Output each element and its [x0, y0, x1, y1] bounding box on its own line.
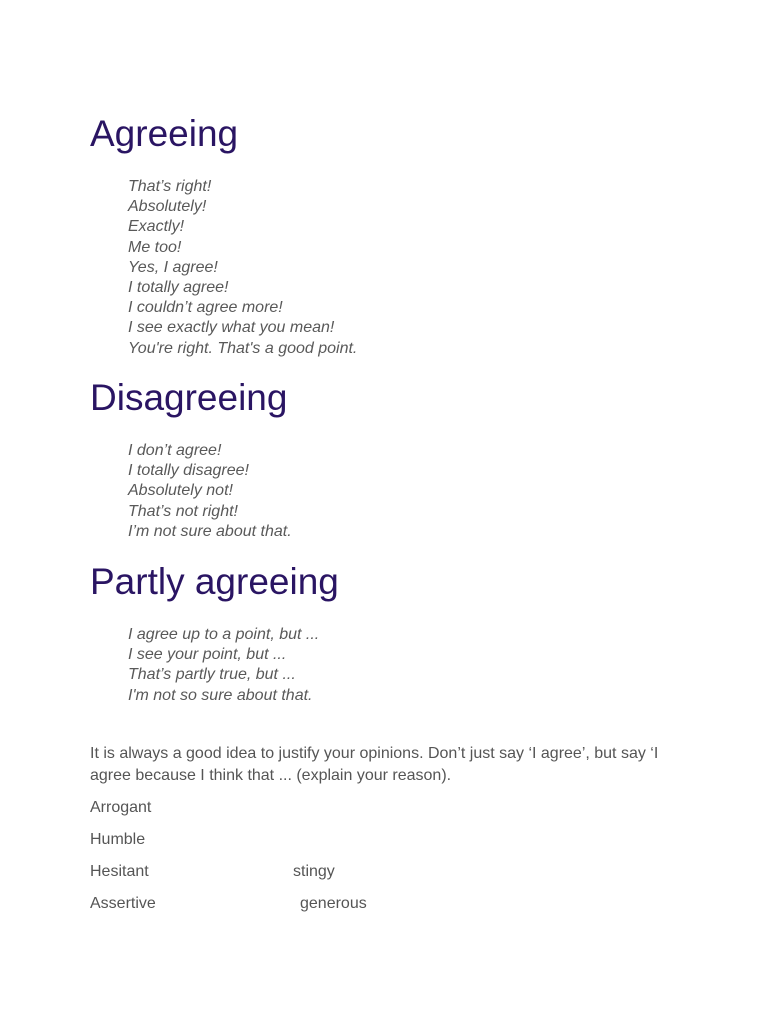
word-assertive: Assertive	[90, 895, 156, 912]
phrase-item: Absolutely!	[128, 198, 207, 216]
phrase-item: Exactly!	[128, 218, 185, 236]
phrase-item: I'm not so sure about that.	[128, 686, 313, 704]
phrase-item: I couldn’t agree more!	[128, 299, 283, 317]
word-humble: Humble	[90, 831, 146, 848]
advice-paragraph: It is always a good idea to justify your opinions. Don’t just say ‘I agree’, but say ‘I agree because I think that ... (explain your reason).	[90, 745, 659, 784]
disagreeing-phrase-list	[128, 441, 292, 542]
word-hesitant: Hesitant	[90, 863, 149, 880]
phrase-item: I don’t agree!	[128, 442, 222, 459]
phrase-item: I totally disagree!	[128, 462, 249, 480]
phrase-item: I see your point, but ...	[128, 646, 287, 664]
phrase-item: You're right. That's a good point.	[128, 339, 358, 357]
phrase-item: That’s partly true, but ...	[128, 666, 296, 684]
heading-partly-agreeing: Partly agreeing	[90, 561, 339, 602]
word-arrogant: Arrogant	[90, 799, 152, 816]
phrase-item: I see exactly what you mean!	[128, 319, 335, 337]
phrase-item: That’s right!	[128, 178, 212, 195]
phrase-item: Absolutely not!	[128, 482, 233, 500]
phrase-item: Me too!	[128, 238, 182, 256]
agreeing-phrase-list	[128, 177, 357, 359]
phrase-item: I’m not sure about that.	[128, 522, 292, 540]
phrase-item: Yes, I agree!	[128, 258, 218, 276]
phrase-item: That’s not right!	[128, 502, 238, 520]
heading-agreeing: Agreeing	[90, 113, 239, 154]
partly-agreeing-phrase-list	[128, 625, 319, 706]
phrase-item: I totally agree!	[128, 279, 229, 297]
heading-disagreeing: Disagreeing	[90, 377, 288, 418]
word-generous: generous	[300, 895, 367, 912]
phrase-item: I agree up to a point, but ...	[128, 626, 320, 643]
word-stingy: stingy	[293, 863, 335, 880]
